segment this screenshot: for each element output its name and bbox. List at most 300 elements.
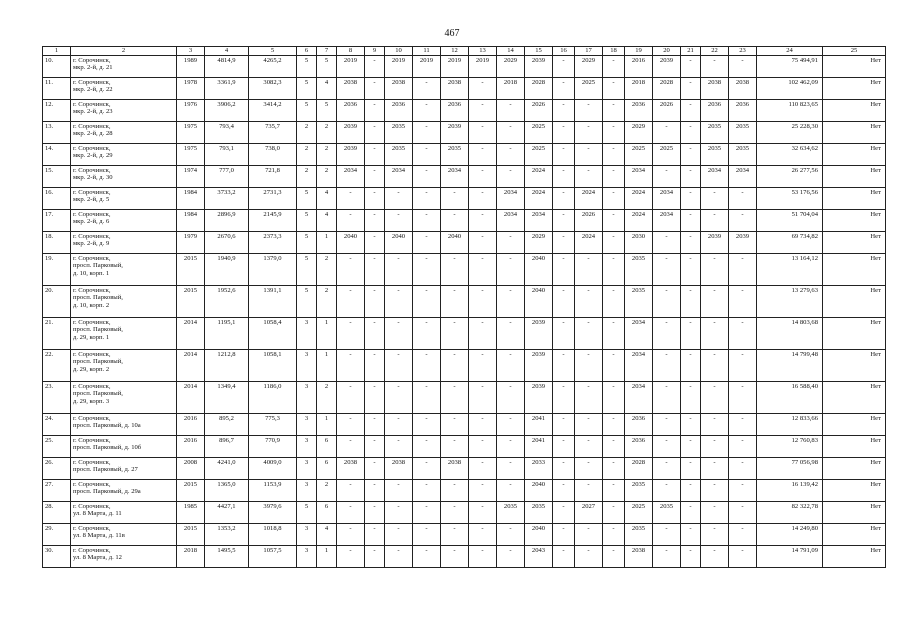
column-header: 19 [625,47,653,56]
table-cell: 2016 [625,56,653,78]
table-cell: - [603,318,625,350]
table-cell: - [575,144,603,166]
table-cell: Нет [823,78,886,100]
table-cell: 14. [43,144,71,166]
table-cell: 1952,6 [205,286,249,318]
table-cell: - [603,480,625,502]
table-cell: - [413,166,441,188]
table-cell: 735,7 [249,122,297,144]
table-cell: - [603,382,625,414]
table-cell: Нет [823,318,886,350]
table-cell: - [413,188,441,210]
table-cell: 18. [43,232,71,254]
table-cell: 2035 [653,502,681,524]
table-cell: Нет [823,382,886,414]
table-cell: - [729,436,757,458]
table-cell: - [385,286,413,318]
table-cell: 2035 [385,122,413,144]
column-header: 18 [603,47,625,56]
table-cell: - [603,166,625,188]
table-cell: 2038 [441,78,469,100]
table-cell: - [497,144,525,166]
table-cell: - [729,524,757,546]
table-cell: - [469,210,497,232]
table-cell: - [553,350,575,382]
table-cell: 2024 [625,188,653,210]
table-cell: - [553,382,575,414]
table-cell: - [603,502,625,524]
table-cell: - [365,210,385,232]
table-cell: Нет [823,458,886,480]
table-cell: 3 [297,350,317,382]
table-cell: - [337,350,365,382]
table-cell: - [385,318,413,350]
table-cell: - [701,436,729,458]
address-cell: г. Сорочинск, мкр. 2-й, д. 30 [71,166,177,188]
table-cell: - [603,100,625,122]
table-cell: Нет [823,546,886,568]
table-cell: - [441,502,469,524]
table-cell: 2014 [177,318,205,350]
table-cell: - [441,286,469,318]
table-cell: 3 [297,546,317,568]
table-cell: 3414,2 [249,100,297,122]
table-cell: 15. [43,166,71,188]
table-cell: 1985 [177,502,205,524]
table-cell: 2028 [653,78,681,100]
table-cell: - [681,144,701,166]
table-cell: 2039 [441,122,469,144]
table-cell: - [729,480,757,502]
table-cell: - [575,100,603,122]
table-cell: - [497,232,525,254]
address-cell: г. Сорочинск, мкр. 2-й, д. 28 [71,122,177,144]
table-cell: 1353,2 [205,524,249,546]
table-cell: 2015 [177,286,205,318]
table-cell: 2016 [177,436,205,458]
table-cell: 25. [43,436,71,458]
table-cell: Нет [823,188,886,210]
table-cell: 2035 [385,144,413,166]
table-cell: - [441,254,469,286]
table-cell: - [681,166,701,188]
table-cell: - [653,480,681,502]
table-cell: 5 [297,56,317,78]
table-cell: - [413,502,441,524]
table-cell: 1212,8 [205,350,249,382]
table-cell: - [575,254,603,286]
table-cell: - [701,210,729,232]
table-cell: - [469,78,497,100]
table-cell: - [497,350,525,382]
table-cell: 2 [297,166,317,188]
table-cell: 2028 [525,78,553,100]
table-cell: - [441,480,469,502]
table-cell: - [603,524,625,546]
table-cell: 1979 [177,232,205,254]
table-cell: 2034 [625,350,653,382]
table-cell: 3979,6 [249,502,297,524]
table-cell: 2039 [337,122,365,144]
table-cell: Нет [823,286,886,318]
table-cell: 25 228,30 [757,122,823,144]
table-cell: - [681,232,701,254]
table-cell: - [365,414,385,436]
column-header: 9 [365,47,385,56]
table-cell: - [337,382,365,414]
table-cell: 1495,5 [205,546,249,568]
table-cell: 2038 [385,458,413,480]
table-cell: - [441,546,469,568]
table-cell: - [413,122,441,144]
table-cell: - [681,78,701,100]
table-cell: - [413,350,441,382]
table-cell: - [575,458,603,480]
table-cell: 2034 [729,166,757,188]
table-cell: 1 [317,318,337,350]
table-cell: 2 [317,254,337,286]
column-header: 10 [385,47,413,56]
table-cell: - [575,166,603,188]
table-cell: 14 249,80 [757,524,823,546]
table-cell: - [497,414,525,436]
table-cell: - [729,502,757,524]
table-cell: 2039 [701,232,729,254]
column-header: 5 [249,47,297,56]
table-cell: - [385,436,413,458]
table-cell: 1018,8 [249,524,297,546]
table-cell: - [365,480,385,502]
table-cell: - [701,56,729,78]
table-cell: 23. [43,382,71,414]
capital-repair-table [42,46,886,568]
table-row [43,286,886,318]
table-cell: - [469,414,497,436]
table-cell: 77 056,98 [757,458,823,480]
table-cell: 2035 [701,122,729,144]
table-row [43,546,886,568]
table-cell: - [469,100,497,122]
table-cell: 2035 [525,502,553,524]
table-cell: - [385,350,413,382]
table-cell: - [681,382,701,414]
table-cell: 16 588,40 [757,382,823,414]
table-cell: 2034 [625,318,653,350]
table-cell: 4265,2 [249,56,297,78]
table-cell: - [337,286,365,318]
table-cell: 2036 [625,100,653,122]
table-cell: 2034 [497,188,525,210]
table-cell: - [701,502,729,524]
table-cell: 2024 [575,232,603,254]
table-cell: - [337,210,365,232]
table-cell: Нет [823,122,886,144]
table-cell: 2035 [625,286,653,318]
table-cell: Нет [823,414,886,436]
table-cell: 24. [43,414,71,436]
table-cell: - [603,436,625,458]
column-header: 20 [653,47,681,56]
table-cell: 2034 [337,166,365,188]
table-cell: 2038 [337,78,365,100]
table-cell: 2015 [177,524,205,546]
table-row [43,436,886,458]
table-cell: - [337,436,365,458]
table-cell: 2018 [625,78,653,100]
table-cell: 2035 [625,480,653,502]
table-row [43,350,886,382]
table-cell: - [603,56,625,78]
address-cell: г. Сорочинск, просп. Парковый, д. 10б [71,436,177,458]
table-cell: 14 791,09 [757,546,823,568]
table-cell: 2145,9 [249,210,297,232]
table-cell: Нет [823,100,886,122]
table-cell: 2018 [497,78,525,100]
table-cell: 2027 [575,502,603,524]
table-cell: 2029 [497,56,525,78]
table-cell: - [553,144,575,166]
table-cell: - [701,286,729,318]
table-cell: - [553,318,575,350]
table-cell: 2038 [441,458,469,480]
column-header: 2 [71,47,177,56]
table-cell: 13. [43,122,71,144]
table-cell: Нет [823,210,886,232]
table-cell: 2038 [337,458,365,480]
table-cell: - [681,502,701,524]
table-cell: - [337,414,365,436]
table-cell: - [497,166,525,188]
address-cell: г. Сорочинск, просп. Парковый, д. 29, корп. 3 [71,382,177,414]
table-cell: - [441,350,469,382]
table-cell: 738,0 [249,144,297,166]
table-cell: 2029 [575,56,603,78]
table-row [43,458,886,480]
table-cell: - [575,350,603,382]
table-cell: - [681,188,701,210]
table-cell: 2015 [177,254,205,286]
table-cell: 4241,0 [205,458,249,480]
table-cell: 5 [297,286,317,318]
table-cell: - [553,232,575,254]
table-cell: 1989 [177,56,205,78]
table-cell: - [469,254,497,286]
table-row [43,100,886,122]
table-cell: 4 [317,78,337,100]
table-cell: 2 [317,144,337,166]
table-cell: Нет [823,144,886,166]
column-header: 4 [205,47,249,56]
table-cell: - [441,188,469,210]
column-header: 1 [43,47,71,56]
table-cell: - [385,382,413,414]
table-cell: 2041 [525,414,553,436]
table-cell: 22. [43,350,71,382]
table-cell: 2029 [625,122,653,144]
table-cell: 1057,5 [249,546,297,568]
table-cell: 69 734,82 [757,232,823,254]
table-cell: 2008 [177,458,205,480]
table-cell: 2025 [653,144,681,166]
table-cell: - [553,78,575,100]
table-cell: - [681,122,701,144]
table-cell: - [469,502,497,524]
table-cell: 5 [297,78,317,100]
table-cell: - [497,436,525,458]
table-cell: - [413,78,441,100]
table-cell: - [413,480,441,502]
table-cell: - [337,546,365,568]
table-cell: - [681,210,701,232]
table-cell: - [553,480,575,502]
table-cell: 16. [43,188,71,210]
table-cell: - [469,546,497,568]
table-cell: Нет [823,166,886,188]
table-cell: - [365,100,385,122]
table-cell: 2 [317,166,337,188]
table-cell: 5 [297,232,317,254]
table-cell: Нет [823,524,886,546]
table-cell: - [681,56,701,78]
table-cell: 5 [297,210,317,232]
table-cell: 3 [297,318,317,350]
table-cell: - [441,318,469,350]
table-cell: 2026 [525,100,553,122]
table-cell: - [469,166,497,188]
table-cell: 2030 [625,232,653,254]
address-cell: г. Сорочинск, мкр. 2-й, д. 6 [71,210,177,232]
table-cell: 2034 [385,166,413,188]
table-cell: 17. [43,210,71,232]
table-cell: - [553,254,575,286]
table-cell: - [365,188,385,210]
column-header: 24 [757,47,823,56]
table-cell: 32 634,62 [757,144,823,166]
address-cell: г. Сорочинск, просп. Парковый, д. 10, корп. 1 [71,254,177,286]
table-cell: 2019 [385,56,413,78]
address-cell: г. Сорочинск, просп. Парковый, д. 10а [71,414,177,436]
table-cell: - [681,254,701,286]
table-cell: - [385,188,413,210]
table-cell: - [385,414,413,436]
table-cell: - [729,210,757,232]
table-cell: - [469,286,497,318]
table-cell: - [575,122,603,144]
table-cell: - [385,480,413,502]
table-cell: - [441,210,469,232]
table-cell: Нет [823,350,886,382]
table-cell: 2025 [575,78,603,100]
column-header: 23 [729,47,757,56]
table-cell: 12. [43,100,71,122]
table-cell: - [553,458,575,480]
table-cell: 4427,1 [205,502,249,524]
table-cell: 2034 [497,210,525,232]
table-cell: - [729,318,757,350]
table-cell: 5 [317,56,337,78]
table-cell: 2043 [525,546,553,568]
column-header: 25 [823,47,886,56]
table-cell: - [681,436,701,458]
table-cell: 2025 [625,502,653,524]
table-cell: 2036 [385,100,413,122]
table-cell: - [653,382,681,414]
table-cell: - [653,286,681,318]
table-cell: 2034 [701,166,729,188]
column-header: 6 [297,47,317,56]
table-row [43,524,886,546]
table-cell: - [553,524,575,546]
table-cell: 2731,3 [249,188,297,210]
address-cell: г. Сорочинск, мкр. 2-й, д. 23 [71,100,177,122]
address-cell: г. Сорочинск, ул. 8 Марта, д. 12 [71,546,177,568]
table-cell: 4 [317,188,337,210]
header-row [43,47,886,56]
table-cell: - [603,458,625,480]
table-cell: - [497,458,525,480]
table-cell: - [575,524,603,546]
table-cell: - [497,382,525,414]
table-cell: 2024 [525,188,553,210]
table-cell: - [681,480,701,502]
table-cell: 2039 [729,232,757,254]
table-cell: 2040 [525,480,553,502]
table-cell: - [497,100,525,122]
table-cell: 3733,2 [205,188,249,210]
table-cell: 2018 [177,546,205,568]
table-cell: 3 [297,436,317,458]
address-cell: г. Сорочинск, мкр. 2-й, д. 9 [71,232,177,254]
table-cell: - [681,546,701,568]
table-cell: 2040 [385,232,413,254]
table-cell: - [603,254,625,286]
table-cell: 6 [317,458,337,480]
table-row [43,414,886,436]
table-cell: - [575,318,603,350]
table-cell: - [365,382,385,414]
table-cell: - [469,188,497,210]
table-row [43,318,886,350]
table-cell: 51 704,04 [757,210,823,232]
table-cell: - [729,188,757,210]
table-cell: - [441,436,469,458]
table-cell: 2 [317,382,337,414]
table-cell: 102 462,09 [757,78,823,100]
table-cell: - [681,100,701,122]
table-cell: 110 823,65 [757,100,823,122]
table-cell: 6 [317,502,337,524]
address-cell: г. Сорочинск, мкр. 2-й, д. 22 [71,78,177,100]
table-cell: 1974 [177,166,205,188]
table-cell: 2035 [729,122,757,144]
table-cell: 53 176,56 [757,188,823,210]
table-cell: 2034 [625,382,653,414]
table-cell: 1984 [177,188,205,210]
table-cell: 2039 [525,56,553,78]
table-cell: 2 [317,480,337,502]
table-cell: 4009,0 [249,458,297,480]
table-cell: 26 277,56 [757,166,823,188]
table-cell: 2040 [525,254,553,286]
table-cell: - [553,436,575,458]
table-cell: - [575,382,603,414]
table-cell: 2024 [575,188,603,210]
table-cell: - [701,414,729,436]
table-cell: 1058,4 [249,318,297,350]
table-cell: 19. [43,254,71,286]
table-cell: - [681,458,701,480]
table-cell: 2038 [729,78,757,100]
